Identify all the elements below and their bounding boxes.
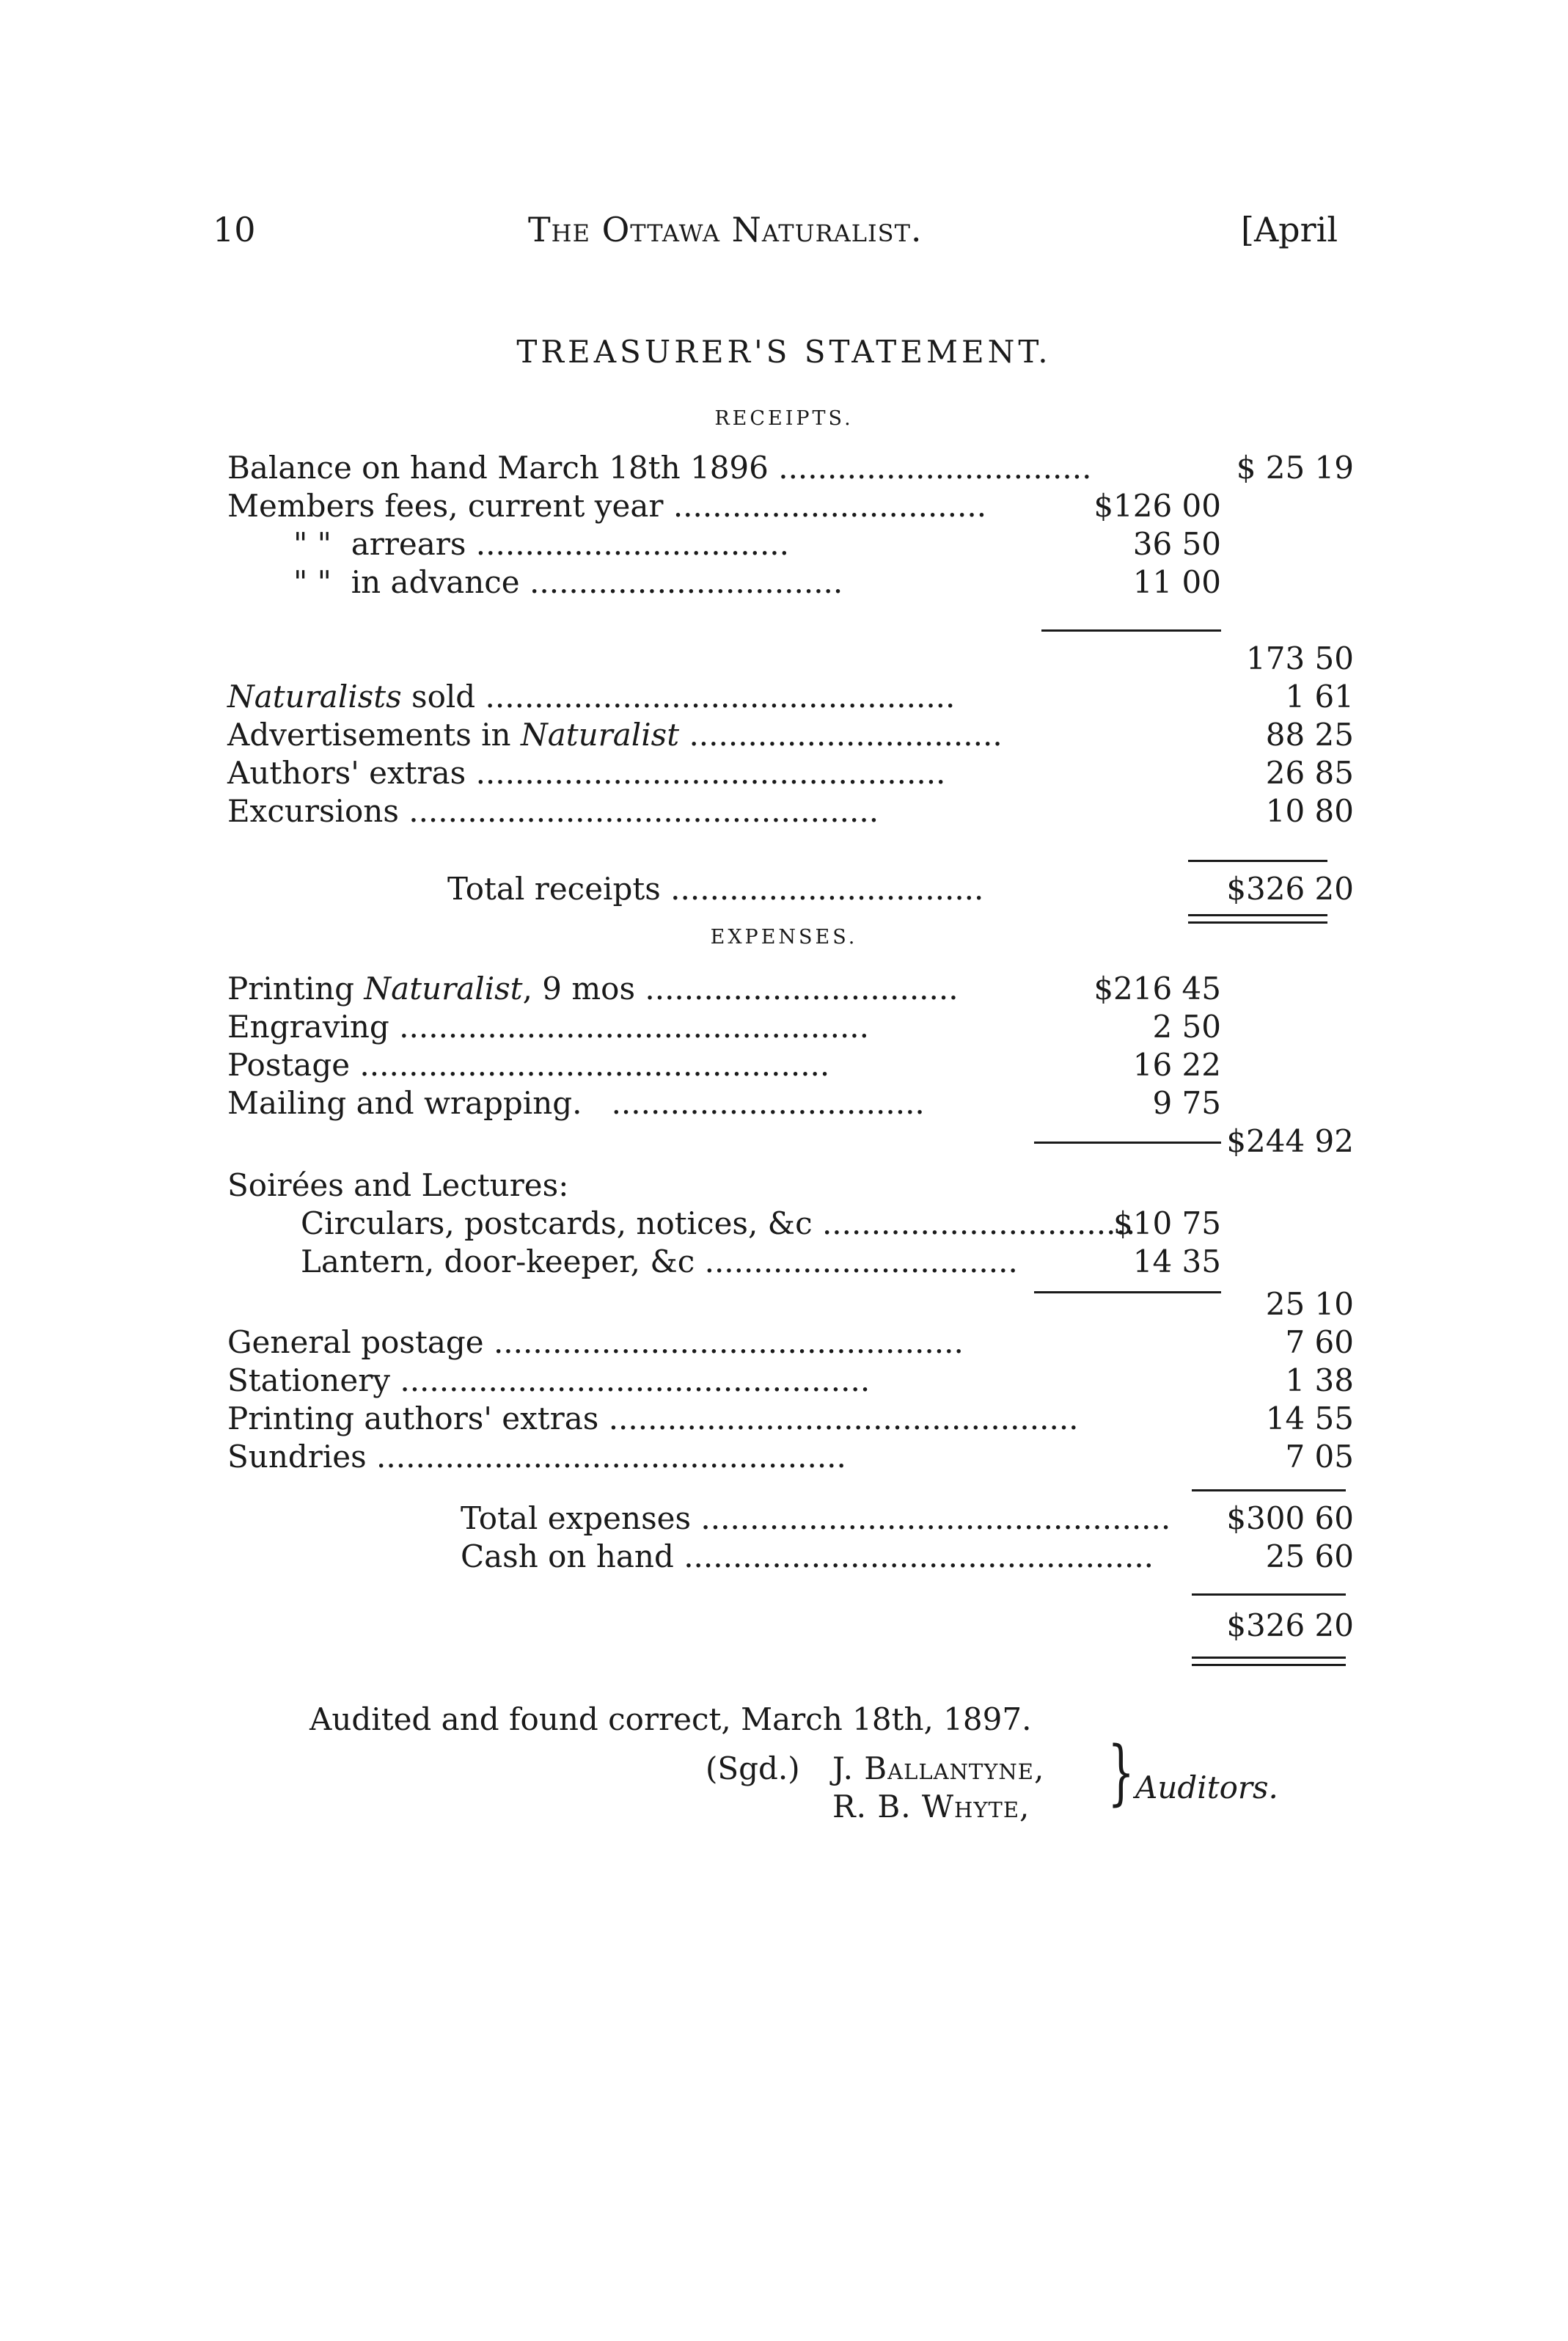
double-rule bbox=[1188, 914, 1327, 924]
row-amount: 26 85 bbox=[1265, 755, 1354, 791]
row-amount: 1 38 bbox=[1285, 1362, 1354, 1398]
expense-row-postage: Postage ................................................ 16 22 bbox=[227, 1047, 1221, 1083]
row-amount: $326 20 bbox=[1226, 1607, 1354, 1643]
row-amount: 25 10 bbox=[1265, 1286, 1354, 1322]
row-label: Engraving bbox=[227, 1009, 389, 1045]
brace-glyph: } bbox=[1107, 1731, 1135, 1814]
total-rule bbox=[1192, 1593, 1346, 1596]
subtotal-rule bbox=[1041, 629, 1221, 632]
expense-row-sundries: Sundries ................................................ 7 05 bbox=[227, 1439, 1354, 1475]
row-amount: 14 35 bbox=[1132, 1243, 1221, 1279]
auditor-name-2: R. B. Whyte, bbox=[832, 1789, 1030, 1825]
expense-row-soirees-subtotal bbox=[0, 1285, 1568, 1323]
row-amount: 1 61 bbox=[1285, 679, 1354, 715]
total-rule bbox=[1188, 860, 1327, 862]
receipt-row-excursions: Excursions ................................................ 10 80 bbox=[227, 793, 1354, 829]
row-amount: $10 75 bbox=[1113, 1205, 1221, 1241]
row-amount: $216 45 bbox=[1093, 971, 1221, 1007]
row-amount: $300 60 bbox=[1226, 1500, 1354, 1536]
row-amount: $ 25 19 bbox=[1236, 450, 1354, 486]
row-label-italic: Naturalist bbox=[520, 717, 680, 753]
expense-row-total: Total expenses ................................................ $300 60 bbox=[461, 1500, 1354, 1536]
row-label: General postage bbox=[227, 1324, 484, 1360]
row-amount: 7 60 bbox=[1285, 1324, 1354, 1360]
total-rule bbox=[1192, 1489, 1346, 1491]
row-amount: 9 75 bbox=[1152, 1085, 1221, 1121]
receipt-row-fees-advance: " " in advance ................................ 11 00 bbox=[293, 564, 1221, 600]
row-label: Circulars, postcards, notices, &c bbox=[301, 1205, 813, 1241]
expense-row-stationery: Stationery ................................................ 1 38 bbox=[227, 1362, 1354, 1398]
row-amount: $244 92 bbox=[1226, 1123, 1354, 1159]
row-label: Printing bbox=[227, 971, 364, 1007]
statement-title: TREASURER'S STATEMENT. bbox=[516, 334, 1052, 370]
receipt-row-balance: Balance on hand March 18th 1896 ................................ $ 25 19 bbox=[227, 450, 1354, 486]
signed-marker: (Sgd.) bbox=[706, 1750, 800, 1786]
row-label-italic: Naturalists bbox=[227, 679, 402, 715]
audit-statement: Audited and found correct, March 18th, 1897. bbox=[309, 1701, 1032, 1737]
expense-row-mailing: Mailing and wrapping. ................................ 9 75 bbox=[227, 1085, 1221, 1121]
row-amount: 173 50 bbox=[1246, 640, 1354, 676]
row-label-italic: Naturalist bbox=[364, 971, 523, 1007]
row-amount: 88 25 bbox=[1265, 717, 1354, 753]
row-label: Stationery bbox=[227, 1362, 390, 1398]
row-label: Soirées and Lectures: bbox=[227, 1167, 569, 1203]
row-label: Sundries bbox=[227, 1439, 367, 1475]
expense-row-circulars: Circulars, postcards, notices, &c ................................ $10 75 bbox=[301, 1205, 1221, 1241]
receipt-row-advertisements: Advertisements in Naturalist ................................ 88 25 bbox=[227, 717, 1354, 753]
row-label: Total receipts bbox=[447, 871, 661, 907]
row-amount: 25 60 bbox=[1265, 1538, 1354, 1574]
receipt-row-fees-total bbox=[0, 640, 1568, 678]
row-label: Printing authors' extras bbox=[227, 1400, 599, 1436]
expense-row-cash-on-hand: Cash on hand ................................................ 25 60 bbox=[461, 1538, 1354, 1574]
row-amount: 16 22 bbox=[1132, 1047, 1221, 1083]
row-label: sold bbox=[401, 679, 476, 715]
receipt-row-fees-current: Members fees, current year ................................ $126 00 bbox=[227, 488, 1221, 524]
row-label: Excursions bbox=[227, 793, 399, 829]
expense-row-engraving: Engraving ................................................ 2 50 bbox=[227, 1009, 1221, 1045]
ditto-marks: " " bbox=[293, 526, 331, 562]
page-number: 10 bbox=[213, 210, 256, 249]
row-label: Authors' extras bbox=[227, 755, 466, 791]
expense-row-printing-subtotal bbox=[0, 1122, 1568, 1161]
double-rule bbox=[1192, 1657, 1346, 1666]
expense-row-lantern: Lantern, door-keeper, &c ................................ 14 35 bbox=[301, 1243, 1221, 1279]
row-label: Advertisements in bbox=[227, 717, 521, 753]
row-label-tail: , 9 mos bbox=[522, 971, 636, 1007]
auditors-role: Auditors. bbox=[1135, 1770, 1278, 1805]
receipts-heading: RECEIPTS. bbox=[714, 407, 854, 430]
row-amount: $326 20 bbox=[1226, 871, 1354, 907]
row-label: Lantern, door-keeper, &c bbox=[301, 1243, 695, 1279]
running-title: The Ottawa Naturalist. bbox=[528, 210, 923, 249]
row-amount: 10 80 bbox=[1265, 793, 1354, 829]
receipt-row-authors-extras: Authors' extras ................................................ 26 85 bbox=[227, 755, 1354, 791]
expense-heading-soirees bbox=[0, 1166, 1568, 1205]
running-month: [April bbox=[1241, 210, 1338, 249]
expense-row-printing-extras: Printing authors' extras ................................................ 14 55 bbox=[227, 1400, 1354, 1436]
row-label: Members fees, current year bbox=[227, 488, 664, 524]
expense-row-grand-total bbox=[0, 1607, 1568, 1645]
expense-row-printing: Printing Naturalist, 9 mos ................................ $216 45 bbox=[227, 971, 1221, 1007]
row-amount: 2 50 bbox=[1152, 1009, 1221, 1045]
row-label: arrears bbox=[351, 526, 466, 562]
row-amount: $126 00 bbox=[1093, 488, 1221, 524]
receipt-row-fees-arrears: " " arrears ................................ 36 50 bbox=[293, 526, 1221, 562]
receipt-row-total: Total receipts ................................ $326 20 bbox=[447, 871, 1354, 907]
row-amount: 11 00 bbox=[1132, 564, 1221, 600]
row-amount: 14 55 bbox=[1265, 1400, 1354, 1436]
expense-row-general-postage: General postage ................................................ 7 60 bbox=[227, 1324, 1354, 1360]
auditor-name-1: J. Ballantyne, bbox=[832, 1750, 1045, 1786]
row-label: Mailing and wrapping. bbox=[227, 1085, 582, 1121]
row-label: Total expenses bbox=[461, 1500, 692, 1536]
row-label: Postage bbox=[227, 1047, 351, 1083]
ditto-marks: " " bbox=[293, 564, 331, 600]
row-label: in advance bbox=[351, 564, 520, 600]
expenses-heading: EXPENSES. bbox=[710, 926, 858, 949]
receipt-row-naturalists-sold: Naturalists sold ................................................ 1 61 bbox=[227, 679, 1354, 715]
row-amount: 7 05 bbox=[1285, 1439, 1354, 1475]
row-label: Balance on hand March 18th 1896 bbox=[227, 450, 769, 486]
row-label: Cash on hand bbox=[461, 1538, 674, 1574]
row-amount: 36 50 bbox=[1132, 526, 1221, 562]
